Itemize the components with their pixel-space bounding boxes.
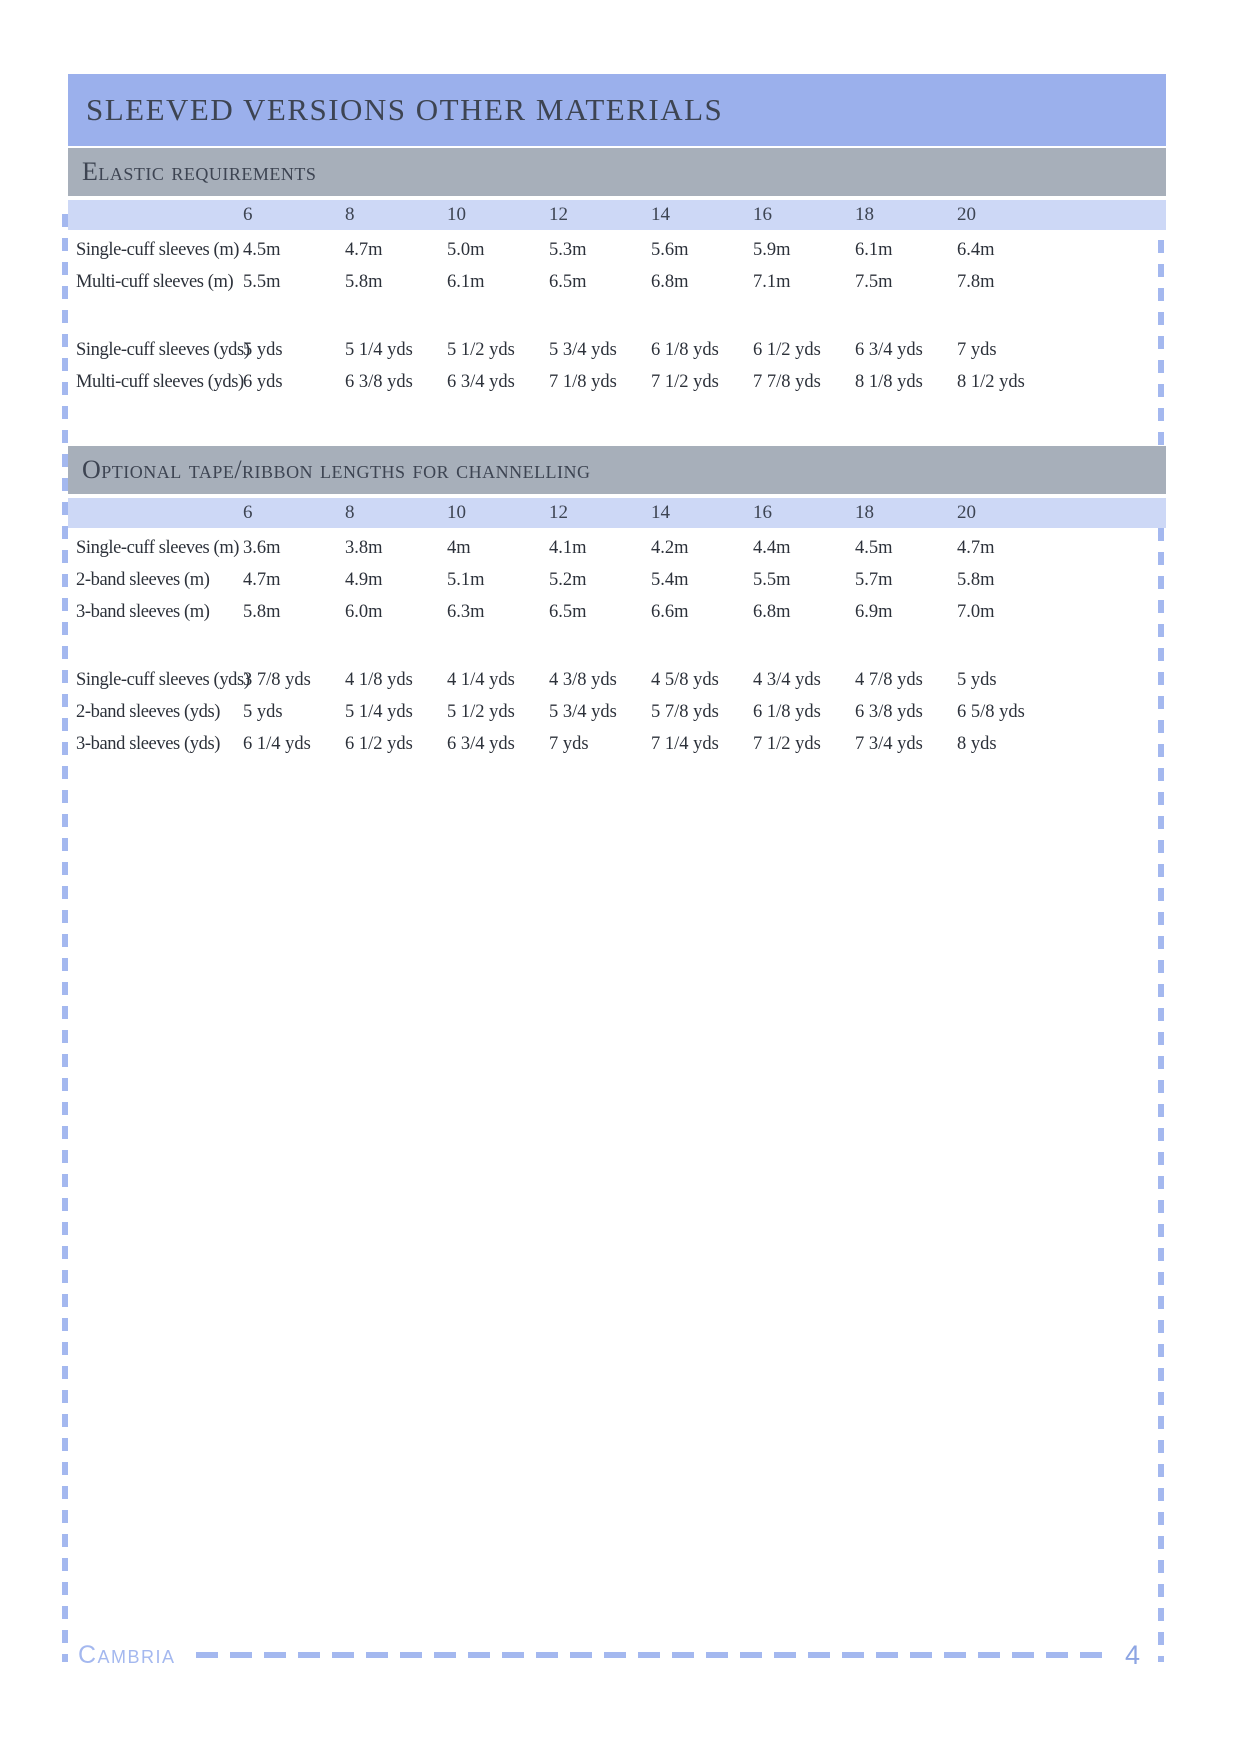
value-cell: 7.5m: [855, 271, 893, 292]
value-cell: 4 3/4 yds: [753, 669, 821, 690]
value-cell: 5.5m: [753, 569, 791, 590]
value-cell: 6 1/2 yds: [753, 339, 821, 360]
row-label: 3-band sleeves (yds): [76, 733, 221, 754]
footer-brand: Cambria: [78, 1640, 176, 1669]
value-cell: 7.8m: [957, 271, 995, 292]
size-column-header: 6: [243, 204, 253, 225]
value-cell: 6 3/4 yds: [447, 371, 515, 392]
value-cell: 4.1m: [549, 537, 587, 558]
section-heading: Optional tape/ribbon lengths for channelling: [68, 446, 1166, 494]
footer-dashed-line: [196, 1652, 1109, 1658]
value-cell: 5 3/4 yds: [549, 701, 617, 722]
value-cell: 5.0m: [447, 239, 485, 260]
value-cell: 5.2m: [549, 569, 587, 590]
value-cell: 5 yds: [243, 339, 283, 360]
page-footer: [78, 1638, 1140, 1672]
value-cell: 5 1/4 yds: [345, 701, 413, 722]
value-cell: 7 yds: [957, 339, 997, 360]
size-column-header: 18: [855, 204, 874, 225]
row-group: [68, 334, 1166, 398]
value-cell: 6.8m: [753, 601, 791, 622]
table-row: [68, 334, 1166, 366]
size-column-header: 12: [549, 502, 568, 523]
row-label: Single-cuff sleeves (m): [76, 537, 240, 558]
value-cell: 7 1/4 yds: [651, 733, 719, 754]
row-label: Multi-cuff sleeves (yds): [76, 371, 244, 392]
table-row: [68, 234, 1166, 266]
value-cell: 6 1/4 yds: [243, 733, 311, 754]
value-cell: 7 1/2 yds: [651, 371, 719, 392]
value-cell: 7 1/2 yds: [753, 733, 821, 754]
value-cell: 6 1/8 yds: [753, 701, 821, 722]
size-column-header: 20: [957, 502, 976, 523]
row-group: [68, 532, 1166, 628]
value-cell: 6.3m: [447, 601, 485, 622]
value-cell: 8 1/8 yds: [855, 371, 923, 392]
value-cell: 5.8m: [345, 271, 383, 292]
row-label: 2-band sleeves (m): [76, 569, 210, 590]
size-column-header: 14: [651, 502, 670, 523]
size-header-row: [68, 200, 1166, 230]
value-cell: 7 7/8 yds: [753, 371, 821, 392]
value-cell: 4 3/8 yds: [549, 669, 617, 690]
row-label: Multi-cuff sleeves (m): [76, 271, 234, 292]
size-column-header: 20: [957, 204, 976, 225]
value-cell: 6.5m: [549, 601, 587, 622]
value-cell: 3.8m: [345, 537, 383, 558]
section-elastic-requirements: [68, 148, 1166, 398]
size-header-row: [68, 498, 1166, 528]
value-cell: 5 yds: [243, 701, 283, 722]
value-cell: 5.1m: [447, 569, 485, 590]
value-cell: 6 3/8 yds: [345, 371, 413, 392]
value-cell: 5 yds: [957, 669, 997, 690]
value-cell: 4 7/8 yds: [855, 669, 923, 690]
row-label: Single-cuff sleeves (m): [76, 239, 240, 260]
value-cell: 6.4m: [957, 239, 995, 260]
value-cell: 5.8m: [243, 601, 281, 622]
value-cell: 7 3/4 yds: [855, 733, 923, 754]
value-cell: 6.0m: [345, 601, 383, 622]
value-cell: 4m: [447, 537, 471, 558]
table-rows: [68, 532, 1166, 760]
value-cell: 4.2m: [651, 537, 689, 558]
value-cell: 5.7m: [855, 569, 893, 590]
value-cell: 5.5m: [243, 271, 281, 292]
value-cell: 5 1/2 yds: [447, 339, 515, 360]
value-cell: 6.1m: [447, 271, 485, 292]
size-column-header: 12: [549, 204, 568, 225]
value-cell: 4.5m: [855, 537, 893, 558]
value-cell: 6 3/4 yds: [855, 339, 923, 360]
value-cell: 6 yds: [243, 371, 283, 392]
value-cell: 8 1/2 yds: [957, 371, 1025, 392]
table-row: [68, 564, 1166, 596]
size-column-header: 16: [753, 204, 772, 225]
value-cell: 5.3m: [549, 239, 587, 260]
value-cell: 6 1/8 yds: [651, 339, 719, 360]
value-cell: 6.6m: [651, 601, 689, 622]
value-cell: 6.5m: [549, 271, 587, 292]
row-group: [68, 234, 1166, 298]
table-row: [68, 532, 1166, 564]
value-cell: 6.8m: [651, 271, 689, 292]
value-cell: 5 7/8 yds: [651, 701, 719, 722]
size-column-header: 8: [345, 502, 355, 523]
value-cell: 4.4m: [753, 537, 791, 558]
value-cell: 4.9m: [345, 569, 383, 590]
value-cell: 6.1m: [855, 239, 893, 260]
value-cell: 4 5/8 yds: [651, 669, 719, 690]
size-column-header: 8: [345, 204, 355, 225]
value-cell: 4 1/4 yds: [447, 669, 515, 690]
value-cell: 5.9m: [753, 239, 791, 260]
value-cell: 5 1/4 yds: [345, 339, 413, 360]
value-cell: 6 5/8 yds: [957, 701, 1025, 722]
row-label: 3-band sleeves (m): [76, 601, 210, 622]
value-cell: 5.8m: [957, 569, 995, 590]
value-cell: 4.7m: [957, 537, 995, 558]
table-row: [68, 366, 1166, 398]
table-row: [68, 596, 1166, 628]
value-cell: 7.0m: [957, 601, 995, 622]
table-row: [68, 664, 1166, 696]
value-cell: 7 yds: [549, 733, 589, 754]
value-cell: 3 7/8 yds: [243, 669, 311, 690]
value-cell: 8 yds: [957, 733, 997, 754]
size-column-header: 14: [651, 204, 670, 225]
row-label: Single-cuff sleeves (yds): [76, 669, 250, 690]
value-cell: 3.6m: [243, 537, 281, 558]
value-cell: 7 1/8 yds: [549, 371, 617, 392]
value-cell: 4.5m: [243, 239, 281, 260]
row-group: [68, 664, 1166, 760]
table-row: [68, 696, 1166, 728]
row-label: 2-band sleeves (yds): [76, 701, 221, 722]
page-number: 4: [1124, 1639, 1140, 1670]
value-cell: 6 3/8 yds: [855, 701, 923, 722]
section-heading: Elastic requirements: [68, 148, 1166, 196]
value-cell: 4 1/8 yds: [345, 669, 413, 690]
size-column-header: 16: [753, 502, 772, 523]
section-tape-ribbon-lengths: [68, 446, 1166, 760]
page-content: [68, 74, 1166, 760]
value-cell: 6 1/2 yds: [345, 733, 413, 754]
value-cell: 4.7m: [243, 569, 281, 590]
value-cell: 5.6m: [651, 239, 689, 260]
size-column-header: 10: [447, 204, 466, 225]
table-rows: [68, 234, 1166, 398]
value-cell: 6 3/4 yds: [447, 733, 515, 754]
value-cell: 6.9m: [855, 601, 893, 622]
size-column-header: 10: [447, 502, 466, 523]
size-column-header: 6: [243, 502, 253, 523]
value-cell: 7.1m: [753, 271, 791, 292]
size-column-header: 18: [855, 502, 874, 523]
page-title: SLEEVED VERSIONS OTHER MATERIALS: [68, 74, 1166, 146]
value-cell: 5 3/4 yds: [549, 339, 617, 360]
value-cell: 5 1/2 yds: [447, 701, 515, 722]
row-label: Single-cuff sleeves (yds): [76, 339, 250, 360]
table-row: [68, 266, 1166, 298]
table-row: [68, 728, 1166, 760]
value-cell: 5.4m: [651, 569, 689, 590]
value-cell: 4.7m: [345, 239, 383, 260]
